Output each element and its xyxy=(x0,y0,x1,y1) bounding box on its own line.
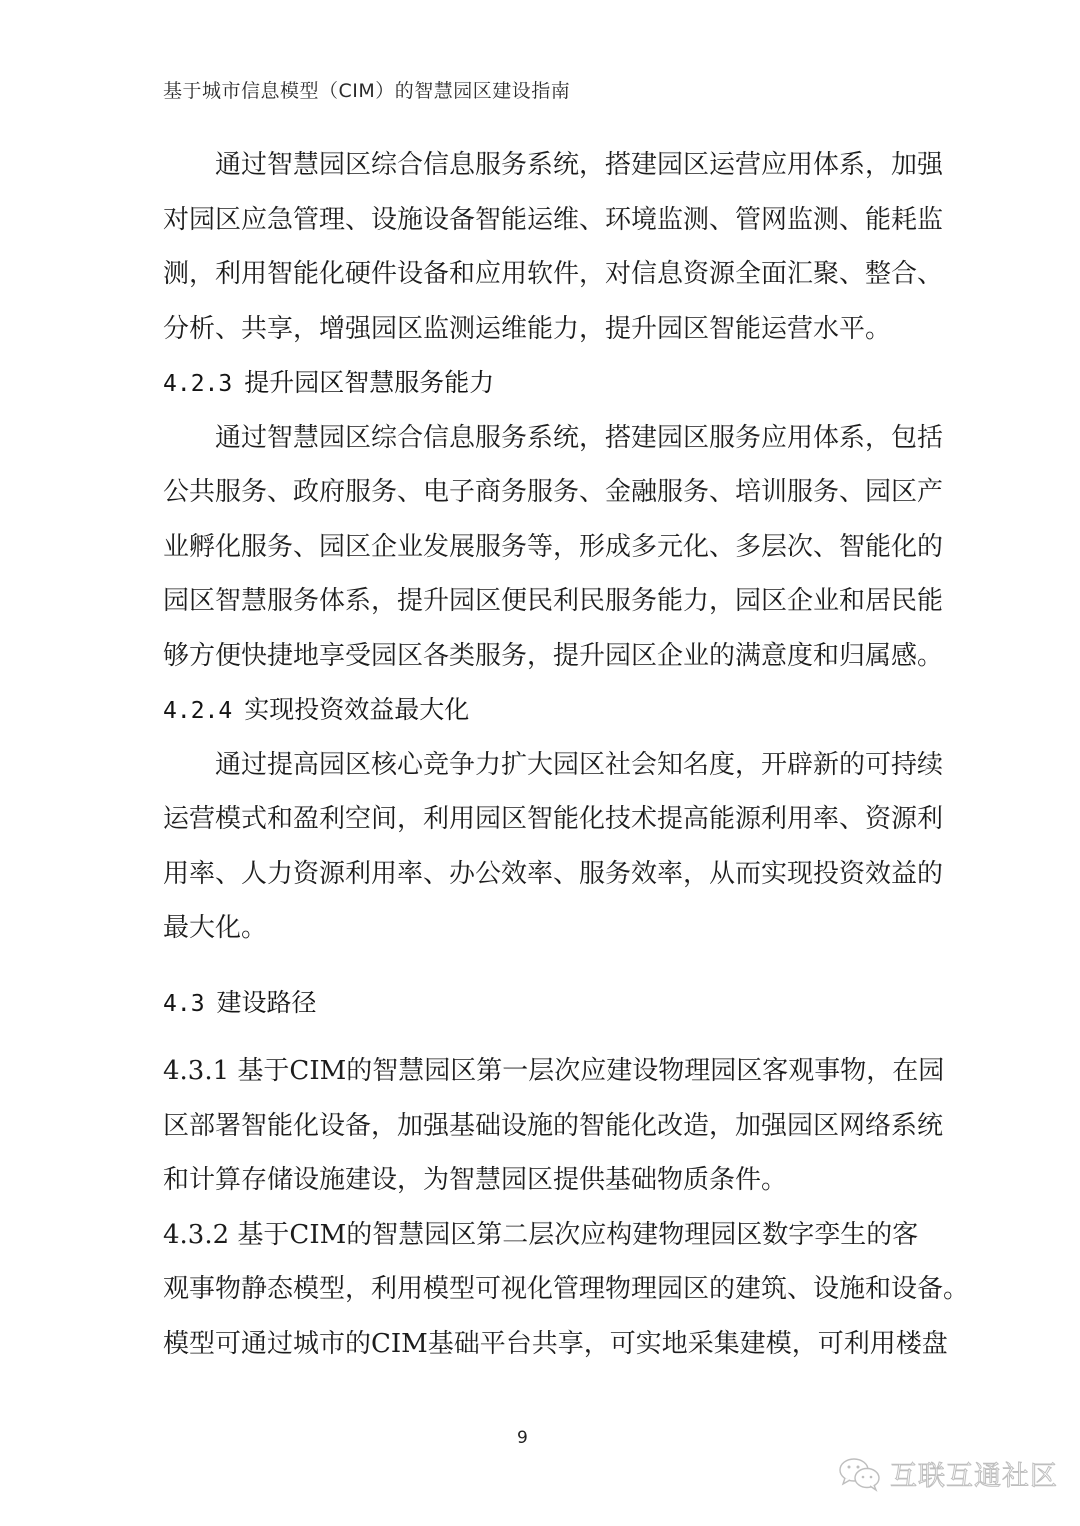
spacer xyxy=(163,956,917,976)
section-number: 4.2.3 xyxy=(163,371,233,397)
paragraph-line: 分析、共享，增强园区监测运维能力，提升园区智能运营水平。 xyxy=(163,313,892,344)
wechat-icon xyxy=(838,1456,882,1492)
paragraph-line: 园区智慧服务体系，提升园区便民利民服务能力，园区企业和居民能 xyxy=(163,586,944,616)
paragraph-line: 通过智慧园区综合信息服务系统，搭建园区运营应用体系，加强 xyxy=(215,150,944,180)
paragraph-line: 观事物静态模型，利用模型可视化管理物理园区的建筑、设施和设备。 xyxy=(163,1274,970,1304)
section-number: 4.2.4 xyxy=(163,698,233,724)
paragraph-line: 公共服务、政府服务、电子商务服务、金融服务、培训服务、园区产 xyxy=(163,477,944,507)
section-number: 4.3 xyxy=(163,990,205,1017)
section-heading xyxy=(163,976,917,1031)
spacer xyxy=(163,1030,917,1044)
section-title: 实现投资效益最大化 xyxy=(244,695,470,724)
paragraph-line: 用率、人力资源利用率、办公效率、服务效率，从而实现投资效益的 xyxy=(163,858,944,889)
paragraph-line: 最大化。 xyxy=(163,913,268,943)
paragraph-line: 模型可通过城市的CIM基础平台共享，可实地采集建模，可利用楼盘 xyxy=(163,1328,948,1359)
document-body xyxy=(163,138,970,1371)
section-4-2-2-body xyxy=(163,138,944,356)
watermark-text: 互联互通社区 xyxy=(890,1461,1058,1492)
section-title: 建设路径 xyxy=(216,987,317,1017)
paragraph-line: 运营模式和盈利空间，利用园区智能化技术提高能源利用率、资源利 xyxy=(163,804,944,834)
document-running-header: 基于城市信息模型（CIM）的智慧园区建设指南 xyxy=(163,80,571,102)
paragraph-line: 4.3.1 基于CIM的智慧园区第一层次应建设物理园区客观事物，在园 xyxy=(163,1056,945,1086)
paragraph-line: 通过智慧园区综合信息服务系统，搭建园区服务应用体系，包括 xyxy=(215,422,944,453)
section-4-2-3 xyxy=(163,356,944,683)
paragraph-line: 区部署智能化设备，加强基础设施的智能化改造，加强园区网络系统 xyxy=(163,1110,944,1141)
page-number: 9 xyxy=(517,1428,528,1448)
watermark xyxy=(838,1454,1058,1493)
paragraph-line: 业孵化服务、园区企业发展服务等，形成多元化、多层次、智能化的 xyxy=(163,531,944,562)
paragraph-line: 4.3.2 基于CIM的智慧园区第二层次应构建物理园区数字孪生的客 xyxy=(163,1219,919,1250)
paragraph-line: 测，利用智能化硬件设备和应用软件，对信息资源全面汇聚、整合、 xyxy=(163,259,944,289)
paragraph-line: 和计算存储设施建设，为智慧园区提供基础物质条件。 xyxy=(163,1165,788,1195)
section-4-3-1 xyxy=(163,1044,945,1208)
section-heading xyxy=(163,356,917,411)
section-4-2-4 xyxy=(163,683,944,956)
section-heading xyxy=(163,683,917,738)
section-4-3 xyxy=(163,976,917,1031)
paragraph-line: 够方便快捷地享受园区各类服务，提升园区企业的满意度和归属感。 xyxy=(163,640,944,671)
paragraph-line: 对园区应急管理、设施设备智能运维、环境监测、管网监测、能耗监 xyxy=(163,204,944,235)
section-title: 提升园区智慧服务能力 xyxy=(244,368,495,397)
section-4-3-2 xyxy=(163,1208,970,1372)
paragraph-line: 通过提高园区核心竞争力扩大园区社会知名度，开辟新的可持续 xyxy=(215,749,944,780)
